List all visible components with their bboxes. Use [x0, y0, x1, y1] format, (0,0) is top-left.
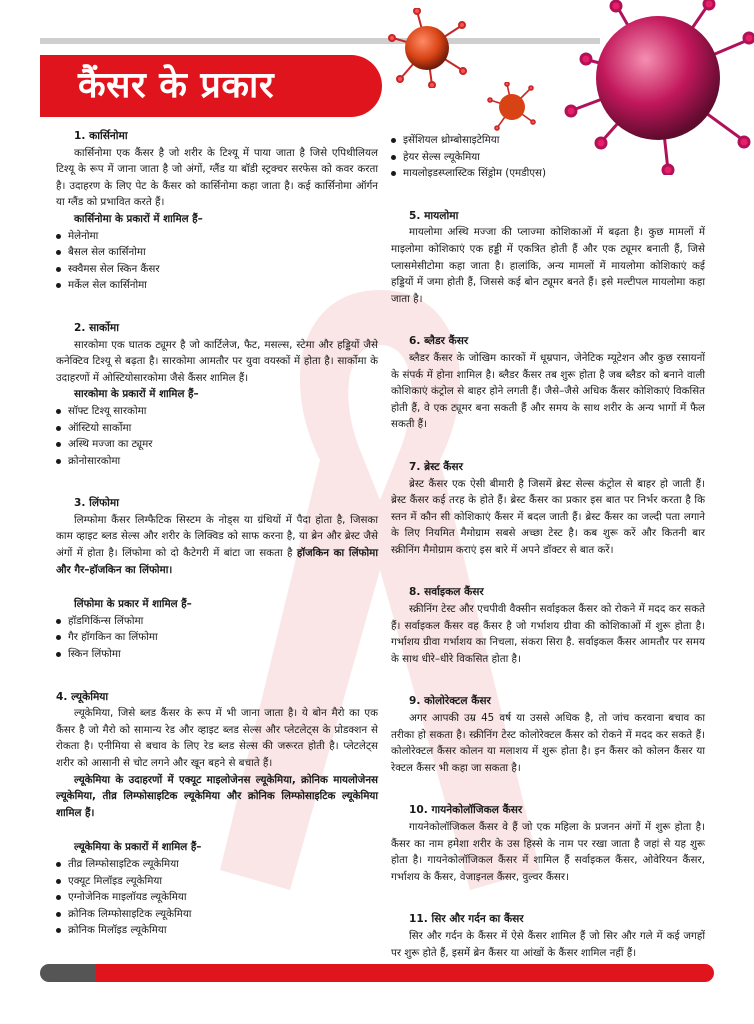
- cervical-heading: 8. सर्वाइकल कैंसर: [409, 586, 484, 599]
- list-item: हेयर सेल्स ल्यूकेमिया: [391, 149, 705, 166]
- sarcoma-types-subhead: सारकोमा के प्रकारों में शामिल हैं–: [74, 388, 199, 401]
- list-item: क्रोनिक मिलॉइड ल्यूकेमिया: [56, 922, 378, 939]
- myeloma-heading: 5. मायलोमा: [409, 209, 459, 222]
- list-item: एक्यूट मिलॉइड ल्यूकेमिया: [56, 873, 378, 890]
- list-item: मेलेनोमा: [56, 228, 378, 245]
- headneck-body: सिर और गर्दन के कैंसर में ऐसे कैंसर शामिल हैं जो सिर और गले में कई जगहों पर शुरू होते हैं, इसमें ब्रेन कैंसर या आंखों के कैंसर शामिल नहीं हैं।: [391, 929, 705, 959]
- leukemia-examples: ल्यूकेमिया के उदाहरणों में एक्यूट माइलोजेनस ल्यूकेमिया, क्रोनिक मायलोजेनस ल्यूकेमिया, तीव्र लिम्फोसाइटिक ल्यूकेमिया और क्रोनिक लिम्फोसाइटिक ल्यूकेमिया शामिल हैं।: [56, 773, 378, 819]
- list-item: स्क्वैमस सेल स्किन कैंसर: [56, 261, 378, 278]
- list-item: ऑस्टियो सार्कोमा: [56, 420, 378, 437]
- leukemia-heading: 4. ल्यूकेमिया: [56, 690, 109, 703]
- lymphoma-heading: 3. लिंफोमा: [74, 497, 120, 510]
- carcinoma-body: कार्सिनोमा एक कैंसर है जो शरीर के टिश्यू में पाया जाता है जिसे एपिथीलियल टिश्यू के रूप में जाना जाता है जो अंगों, ग्लैंड या बॉडी स्ट्रक्चर सरफेस को कवर करता है। उदाहरण के लिए पेट के कैंसर को कार्सिनोमा कहा जाता है। कई कार्सिनोमा ऑर्गन या ग्लैंड को प्रभावित करते हैं।: [56, 146, 378, 209]
- virus-illustration-small: [487, 82, 537, 132]
- myeloma-body: मायलोमा अस्थि मज्जा की प्लाज्मा कोशिकाओं में बढ़ता है। कुछ मामलों में माइलोमा कोशिकाएं एक हड्डी में एकत्रित होती हैं और एक ट्यूमर बनाती हैं, जिसे प्लासमेसीटोमा कहा जाता है। हालांकि, अन्य मामलों में मायलोमा कोशिकाएं कई हड्डियों में जमा होती हैं, जिससे कई बोन ट्यूमर बनते हैं। इसे मल्टीपल मायलोमा कहा जाता है।: [391, 226, 705, 305]
- bladder-body: ब्लैडर कैंसर के जोखिम कारकों में धूम्रपान, जेनेटिक म्यूटेशन और कुछ रसायनों के संपर्क में होना शामिल है। ब्लैडर कैंसर तब शुरू होता है जब ब्लैडर को बनाने वाली कोशिकाएं कंट्रोल से बाहर होने लगती हैं। जैसे–जैसे अधिक कैंसर कोशिकाएं विकसित होती हैं, वे एक ट्यूमर बना सकती हैं और समय के साथ शरीर के अन्य भागों में फैल सकती हैं।: [391, 351, 705, 431]
- leukemia-types-subhead: ल्यूकेमिया के प्रकारों में शामिल हैं–: [74, 841, 202, 854]
- list-item: तीव्र लिम्फोसाइटिक ल्यूकेमिया: [56, 856, 378, 873]
- colorectal-heading: 9. कोलोरेक्टल कैंसर: [409, 695, 491, 708]
- footer-bar-dark: [40, 964, 96, 982]
- list-item: मायलोइडस्प्लास्टिक सिंड्रोम (एमडीएस): [391, 165, 705, 182]
- right-column: [391, 132, 705, 961]
- list-item: बैसल सेल कार्सिनोमा: [56, 244, 378, 261]
- gynecologic-body: गायनेकोलॉजिकल कैंसर वे हैं जो एक महिला के प्रजनन अंगों में शुरू होता है। कैंसर का नाम हमेशा शरीर के उस हिस्से के नाम पर रखा जाता है जहां से यह शुरू होता है। गायनेकोलॉजिकल कैंसर में शामिल हैं सर्वाइकल कैंसर, ओवेरियन कैंसर, गर्भाशय के कैंसर, वेजाइनल कैंसर, वुल्वर कैंसर।: [391, 821, 705, 883]
- list-item: क्रोनिक लिम्फोसाइटिक ल्यूकेमिया: [56, 906, 378, 923]
- footer-bar-red: [96, 964, 714, 982]
- virus-illustration-medium: [387, 8, 467, 88]
- title-banner: [40, 55, 382, 117]
- leukemia-body: ल्यूकेमिया, जिसे ब्लड कैंसर के रूप में भी जाना जाता है। ये बोन मैरो का एक कैंसर है जो मैरो को सामान्य रेड और व्हाइट ब्लड सेल्स और प्लेटलेट्स के प्रोडक्शन से रोकता है। एनीमिया से बचाव के लिए रेड ब्लड सेल्स की जरूरत होती है। प्लेटलेट्स शरीर को आसानी से चोट लगने और खून बहने से बचाते हैं।: [56, 707, 378, 769]
- carcinoma-heading: 1. कार्सिनोमा: [74, 130, 128, 142]
- top-rule: [40, 38, 600, 44]
- bladder-heading: 6. ब्लैडर कैंसर: [409, 335, 469, 348]
- list-item: मर्केल सेल कार्सिनोमा: [56, 277, 378, 294]
- list-item: क्रोनोसारकोमा: [56, 453, 378, 470]
- sarcoma-types-list: [56, 403, 378, 469]
- leukemia-types-list: [56, 856, 378, 939]
- headneck-heading: 11. सिर और गर्दन का कैंसर: [409, 913, 524, 926]
- list-item: हॉडगिकिंन्स लिंफोमा: [56, 613, 378, 630]
- sarcoma-body: सारकोमा एक घातक ट्यूमर है जो कार्टिलेज, फैट, मसल्स, स्टेमा और हड्डियों जैसे कनेक्टिव टिश्यू से बढ़ता है। सारकोमा आमतौर पर युवा वयस्कों में होता है। सार्कोमा के उदाहरणों में ओस्टियोसारकोमा जैसे कैंसर शामिल हैं।: [56, 338, 378, 384]
- left-column: [56, 128, 378, 939]
- lymphoma-categories: हॉजकिन का लिंफोमा और गैर–हॉजकिन का लिंफोमा।: [56, 547, 378, 576]
- lymphoma-types-subhead: लिंफोमा के प्रकार में शामिल हैं–: [74, 598, 192, 611]
- list-item: गैर हॉगकिन का लिंफोमा: [56, 629, 378, 646]
- list-item: इसेंशियल थ्रोम्बोसाइटेमिया: [391, 132, 705, 149]
- carcinoma-types-subhead: कार्सिनोमा के प्रकारों में शामिल हैं–: [74, 212, 203, 225]
- list-item: एग्नोजेनिक माइलॉयड ल्यूकेमिया: [56, 889, 378, 906]
- lymphoma-types-list: [56, 613, 378, 663]
- list-item: सॉफ्ट टिश्यू सारकोमा: [56, 403, 378, 420]
- gynecologic-heading: 10. गायनेकोलॉजिकल कैंसर: [409, 804, 523, 817]
- page-title: कैंसर के प्रकार: [78, 65, 275, 106]
- breast-heading: 7. ब्रेस्ट कैंसर: [409, 460, 463, 473]
- lymphoma-body: लिम्फोमा कैंसर लिम्फैटिक सिस्टम के नोड्स या ग्रंथियों में पैदा होता है, जिसका काम व्हाइट ब्लड सेल्स और शरीर के लिक्विड को साफ करना है, या ब्रेन और ब्रेस्ट जैसे अंगों में होता है। लिंफोमा को दो कैटेगरी में बांटा जा सकता है: [56, 513, 378, 560]
- cervical-body: स्क्रीनिंग टेस्ट और एचपीवी वैक्सीन सर्वाइकल कैंसर को रोकने में मदद कर सकते हैं। सर्वाइकल कैंसर वह कैंसर है जो गर्भाशय ग्रीवा की कोशिकाओं में शुरू होता है। गर्भाशय ग्रीवा गर्भाशय का निचला, संकरा सिरा है. सर्वाइकल कैंसर आमतौर पर समय के साथ धीरे–धीरे विकसित होता है।: [391, 603, 705, 665]
- carcinoma-types-list: [56, 228, 378, 294]
- leukemia-types-list-continued: [391, 132, 705, 182]
- colorectal-body: अगर आपकी उम्र 45 वर्ष या उससे अधिक है, तो जांच करवाना बचाव का तरीका हो सकता है। स्क्रीनिंग टेस्ट कोलोरेक्टल कैंसर को रोकने में मदद कर सकते हैं। कोलोरेक्टल कैंसर कोलन या मलाशय में शुरू होता है। इन कैंसर को कोलन कैंसर या रेक्टल कैंसर भी कहा जा सकता है।: [391, 712, 705, 774]
- list-item: अस्थि मज्जा का ट्यूमर: [56, 436, 378, 453]
- breast-body: ब्रेस्ट कैंसर एक ऐसी बीमारी है जिसमें ब्रेस्ट सेल्स कंट्रोल से बाहर हो जाती हैं। ब्रेस्ट कैंसर कई तरह के होते हैं। ब्रेस्ट कैंसर का प्रकार इस बात पर निर्भर करता है कि स्तन में कौन सी कोशिकाएं कैंसर में बदल जाती हैं। ब्रेस्ट कैंसर का जल्दी पता लगाने के लिए नियमित मैमोग्राम सबसे अच्छा टेस्ट है। कब शुरू करें और कितनी बार स्क्रीनिंग मैमोग्राम कराएं इस बारे में अपने डॉक्टर से बात करें।: [391, 477, 705, 556]
- list-item: स्किन लिंफोमा: [56, 646, 378, 663]
- sarcoma-heading: 2. सार्कोमा: [74, 321, 119, 334]
